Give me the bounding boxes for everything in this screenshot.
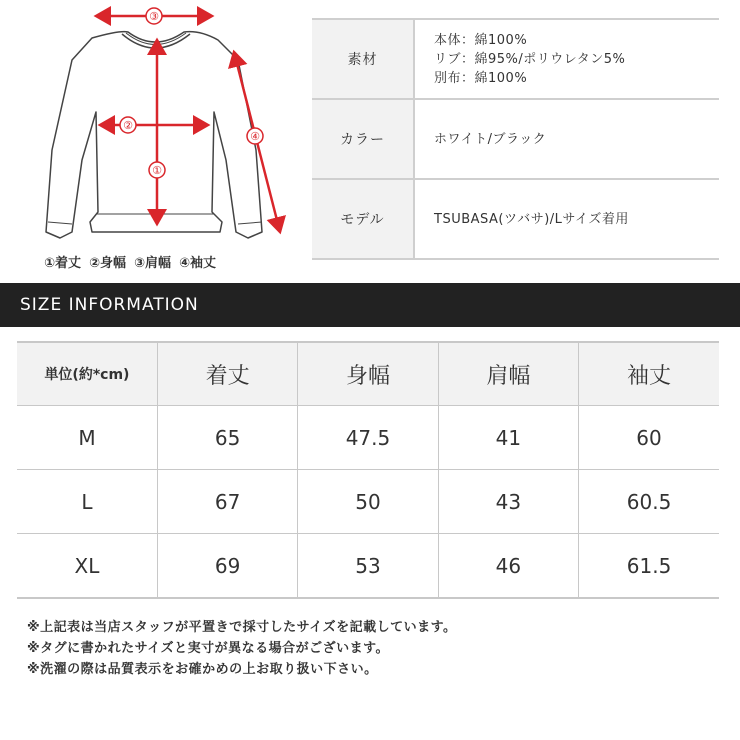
table-cell: 60 [579, 406, 719, 470]
table-row [17, 470, 719, 534]
size-table-header-row [17, 342, 719, 406]
size-label: M [17, 406, 157, 470]
spec-value [415, 20, 719, 98]
table-row [17, 406, 719, 470]
size-information-title: SIZE INFORMATION [20, 295, 199, 315]
size-label: XL [17, 534, 157, 599]
sweatshirt-outline-icon [0, 0, 300, 252]
table-cell: 50 [298, 470, 438, 534]
marker-3: ③ [149, 10, 159, 23]
legend-shoulder: ③肩幅 [134, 256, 172, 271]
table-cell: 69 [157, 534, 297, 599]
table-cell: 47.5 [298, 406, 438, 470]
spec-label: 素材 [312, 20, 415, 98]
size-table [17, 341, 719, 599]
material-line: 本体：綿100% [434, 32, 528, 48]
color-line: ホワイト/ブラック [434, 131, 547, 147]
size-label: L [17, 470, 157, 534]
marker-4: ④ [250, 130, 260, 143]
size-information-header [0, 283, 740, 327]
table-cell: 43 [438, 470, 578, 534]
note-line: ※上記表は当店スタッフが平置きで採寸したサイズを記載しています。 [27, 620, 457, 635]
notes [27, 617, 457, 680]
table-cell: 60.5 [579, 470, 719, 534]
table-cell: 67 [157, 470, 297, 534]
material-line: リブ：綿95%/ポリウレタン5% [434, 51, 626, 67]
table-cell: 46 [438, 534, 578, 599]
spec-row-material [312, 18, 719, 98]
marker-2: ② [123, 119, 133, 132]
spec-row-color [312, 98, 719, 178]
diagram-legend [44, 252, 284, 274]
column-header: 袖丈 [579, 342, 719, 406]
spec-value [415, 180, 719, 258]
note-line: ※洗濯の際は品質表示をお確かめの上お取り扱い下さい。 [27, 662, 378, 677]
table-cell: 53 [298, 534, 438, 599]
spec-label: カラー [312, 100, 415, 178]
table-cell: 41 [438, 406, 578, 470]
spec-table [312, 18, 719, 260]
legend-body-width: ②身幅 [89, 256, 127, 271]
table-cell: 61.5 [579, 534, 719, 599]
note-line: ※タグに書かれたサイズと実寸が異なる場合がございます。 [27, 641, 390, 656]
table-cell: 65 [157, 406, 297, 470]
legend-length: ①着丈 [44, 256, 82, 271]
unit-header: 単位(約*cm) [17, 342, 157, 406]
column-header: 身幅 [298, 342, 438, 406]
spec-value [415, 100, 719, 178]
garment-diagram [0, 0, 300, 278]
table-row [17, 534, 719, 599]
marker-1: ① [152, 164, 162, 177]
spec-label: モデル [312, 180, 415, 258]
column-header: 肩幅 [438, 342, 578, 406]
legend-sleeve: ④袖丈 [179, 256, 217, 271]
column-header: 着丈 [157, 342, 297, 406]
model-line: TSUBASA(ツバサ)/Lサイズ着用 [434, 211, 629, 227]
material-line: 別布：綿100% [434, 70, 528, 86]
spec-row-model [312, 178, 719, 260]
